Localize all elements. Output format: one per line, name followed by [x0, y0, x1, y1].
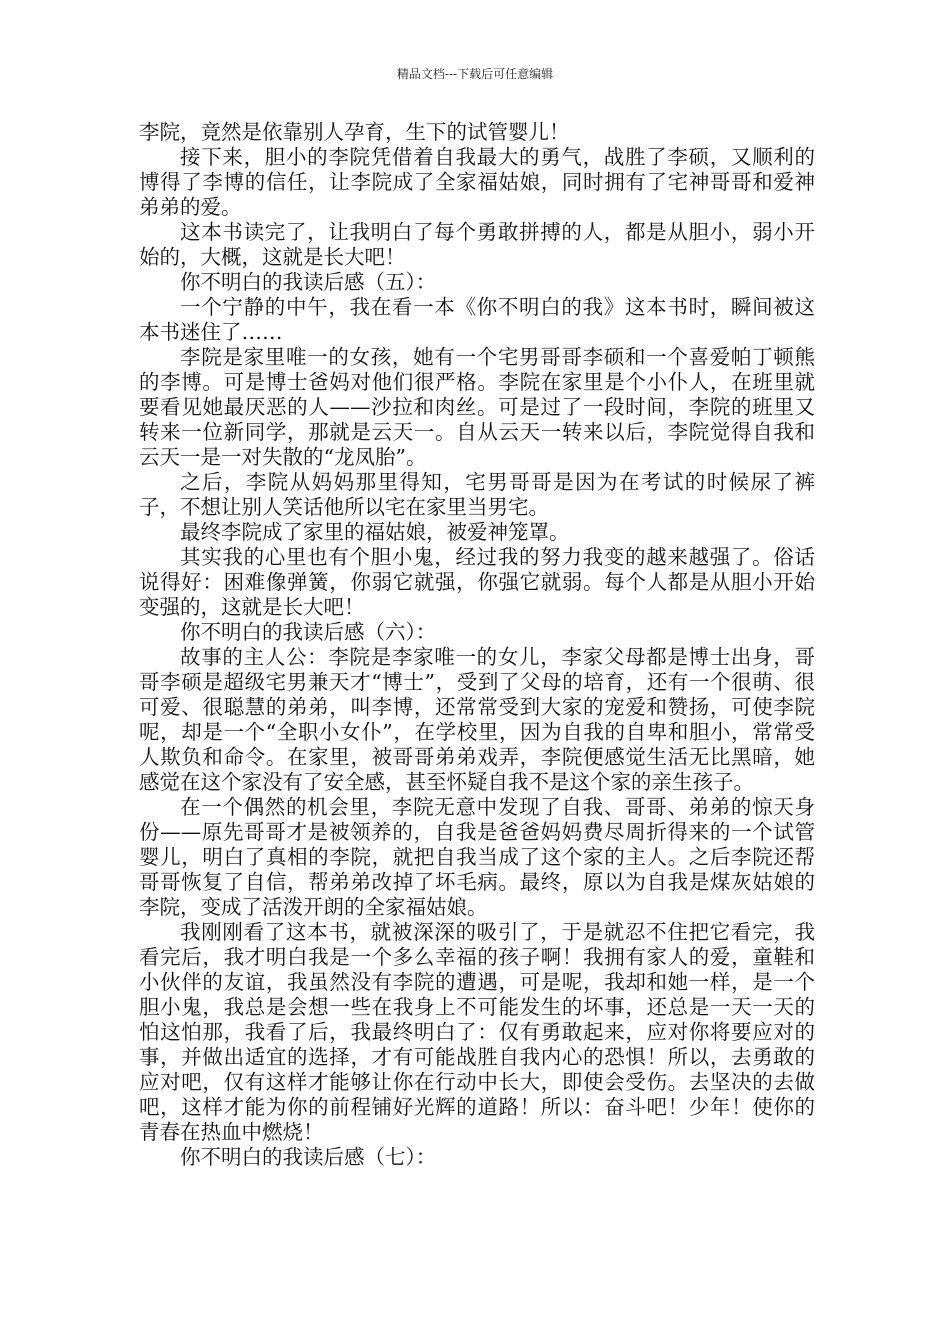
paragraph: 故事的主人公：李院是李家唯一的女儿，李家父母都是博士出身，哥哥李硕是超级宅男兼天才“博士”，受到了父母的培育，还有一个很萌、很可爱、很聪慧的弟弟，叫李博，还常常受到大家的宠爱和赞扬，可使李院呢，却是一个“全职小女仆”，在学校里，因为自我的自卑和胆小，常常受人欺负和命令。在家里，被哥哥弟弟戏弄，李院便感觉生活无比黑暗，她感觉在这个家没有了安全感，甚至怀疑自我不是这个家的亲生孩子。: [139, 645, 815, 794]
paragraph: 李院，竟然是依靠别人孕育，生下的试管婴儿！: [139, 120, 570, 144]
document-body: [139, 120, 815, 1170]
paragraph: 其实我的心里也有个胆小鬼，经过我的努力我变的越来越强了。俗话说得好：困难像弹簧，你弱它就强，你强它就弱。每个人都是从胆小开始变强的，这就是长大吧！: [139, 545, 815, 619]
paragraph: 在一个偶然的机会里，李院无意中发现了自我、哥哥、弟弟的惊天身份——原先哥哥才是被领养的，自我是爸爸妈妈费尽周折得来的一个试管婴儿，明白了真相的李院，就把自我当成了这个家的主人。之后李院还帮哥哥恢复了自信，帮弟弟改掉了坏毛病。最终，原以为自我是煤灰姑娘的李院，变成了活泼开朗的全家福姑娘。: [139, 795, 815, 919]
section-heading: 你不明白的我读后感（五）：: [180, 270, 437, 294]
section-heading: 你不明白的我读后感（七）：: [180, 1145, 437, 1169]
paragraph: 接下来，胆小的李院凭借着自我最大的勇气，战胜了李硕，又顺利的博得了李博的信任，让李院成了全家福姑娘，同时拥有了宅神哥哥和爱神弟弟的爱。: [139, 145, 815, 219]
paragraph: 之后，李院从妈妈那里得知，宅男哥哥是因为在考试的时候尿了裤子，不想让别人笑话他所以宅在家里当男宅。: [139, 470, 815, 519]
paragraph: 这本书读完了，让我明白了每个勇敢拼搏的人，都是从胆小，弱小开始的，大概，这就是长大吧！: [139, 220, 815, 269]
page-header: 精品文档---下载后可任意编辑: [396, 67, 554, 81]
paragraph: 一个宁静的中午，我在看一本《你不明白的我》这本书时，瞬间被这本书迷住了……: [139, 295, 815, 344]
paragraph: 李院是家里唯一的女孩，她有一个宅男哥哥李硕和一个喜爱帕丁顿熊的李博。可是博士爸妈对他们很严格。李院在家里是个小仆人，在班里就要看见她最厌恶的人——沙拉和肉丝。可是过了一段时间，李院的班里又转来一位新同学，那就是云天一。自从云天一转来以后，李院觉得自我和云天一是一对失散的“龙凤胎”。: [139, 345, 815, 469]
paragraph: 我刚刚看了这本书，就被深深的吸引了，于是就忍不住把它看完，我看完后，我才明白我是一个多么幸福的孩子啊！我拥有家人的爱，童鞋和小伙伴的友谊，我虽然没有李院的遭遇，可是呢，我却和她一样，是一个胆小鬼，我总是会想一些在我身上不可能发生的坏事，还总是一天一天的怕这怕那，我看了后，我最终明白了：仅有勇敢起来，应对你将要应对的事，并做出适宜的选择，才有可能战胜自我内心的恐惧！所以，去勇敢的应对吧，仅有这样才能够让你在行动中长大，即使会受伤。去坚决的去做吧，这样才能为你的前程铺好光辉的道路！所以：奋斗吧！少年！使你的青春在热血中燃烧！: [139, 920, 815, 1144]
section-heading: 你不明白的我读后感（六）：: [180, 620, 437, 644]
paragraph: 最终李院成了家里的福姑娘，被爱神笼罩。: [180, 520, 570, 544]
